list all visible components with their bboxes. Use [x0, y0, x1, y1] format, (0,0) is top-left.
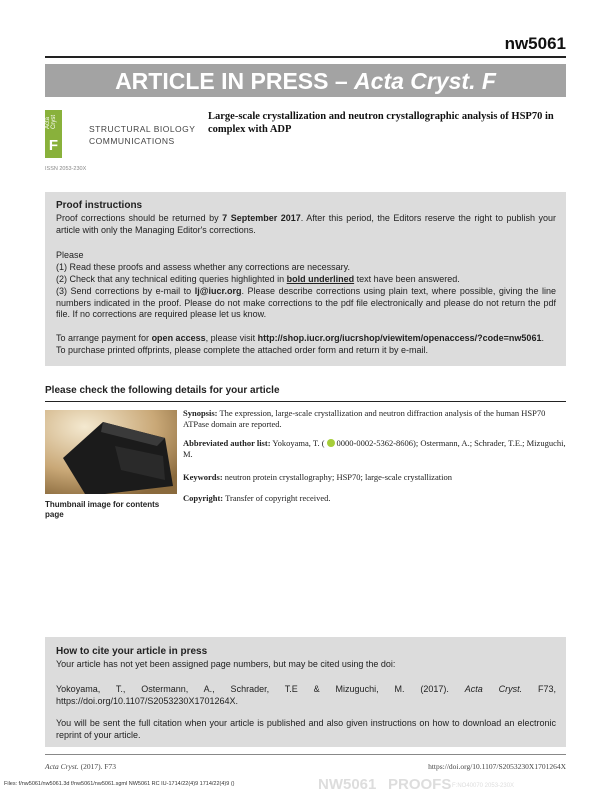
instruction-1: (1) Read these proofs and assess whether any corrections are necessary. [56, 262, 350, 272]
proof-deadline [56, 213, 556, 236]
thumbnail-image [45, 410, 177, 494]
keywords-label: Keywords: [183, 472, 223, 482]
check-rule [45, 401, 566, 402]
synopsis-text: The expression, large-scale crystallization and neutron diffraction analysis of the human HSP70 ATPase domain are reported. [183, 408, 546, 429]
proof-date: 7 September 2017 [222, 213, 301, 223]
open-access-url[interactable]: http://shop.iucr.org/iucrshop/viewitem/openaccess/?code=nw5061 [257, 333, 542, 343]
instruction-3-text: (3) Send corrections by e-mail to [56, 286, 195, 296]
orcid-id[interactable]: 0000-0002-5362-8606 [336, 438, 414, 448]
author-list-text: Yokoyama, T. ( [270, 438, 325, 448]
instruction-3-text-2: . Please describe corrections using plain text, where possible, giving the line numbers indicated in the proof. Please do not make corrections to the pdf file electronically and please do not return the pdf file. If no corrections are required please let us know. [56, 286, 556, 319]
copyright-text: Transfer of copyright received. [223, 493, 331, 503]
citation-authors: Yokoyama, T., Ostermann, A., Schrader, T.E & Mizuguchi, M. (2017). [56, 684, 465, 694]
banner-prefix: ARTICLE IN PRESS – [115, 68, 355, 94]
open-access-text-2: , please visit [205, 333, 258, 343]
logo-vertical-text: Acta Cryst [45, 115, 57, 130]
synopsis [183, 408, 568, 429]
proof-heading: Proof instructions [56, 200, 143, 211]
file-info: Files: f/nw5061/nw5061.3d f/nw5061/nw5061.sgml NW5061 RC IU-1714/22(4)9 1714/22(4)9 () [4, 781, 235, 787]
keywords-text: neutron protein crystallography; HSP70; large-scale crystallization [222, 472, 452, 482]
author-list [183, 438, 568, 459]
please-label: Please [56, 250, 84, 260]
copyright-label: Copyright: [183, 493, 224, 503]
instruction-3 [56, 286, 556, 321]
footer-journal [45, 762, 116, 771]
watermark-small: F:NO40070 2053-230X [452, 783, 515, 789]
citation-journal: Acta Cryst. [464, 684, 523, 694]
logo-letter: F [48, 137, 59, 154]
footer-journal-volume: (2017). F73 [78, 762, 117, 771]
logo-line2: COMMUNICATIONS [89, 136, 175, 146]
thumbnail-caption: Thumbnail image for contents page [45, 500, 160, 519]
footer-doi[interactable]: https://doi.org/10.1107/S2053230X1701264X [428, 762, 566, 771]
logo-line1: STRUCTURAL BIOLOGY [89, 124, 196, 134]
instruction-2-text: (2) Check that any technical editing queries highlighted in [56, 274, 287, 284]
cite-note: You will be sent the full citation when your article is published and also given instructions on how to download an electronic reprint of your article. [56, 718, 556, 740]
article-title: Large-scale crystallization and neutron crystallographic analysis of HSP70 in complex with ADP [208, 111, 554, 135]
open-access-info [56, 333, 556, 345]
proof-deadline-text-2: . After this period, the Editors reserve the right to publish your article with only the Managing Editor's corrections. [56, 213, 557, 235]
instruction-2-text-2: text have been answered. [354, 274, 460, 284]
author-list-text-2: ); Ostermann, A.; Schrader, T.E.; Mizuguchi, M. [183, 438, 566, 459]
crystal-photo [45, 410, 177, 494]
footer-journal-name: Acta Cryst. [45, 762, 79, 771]
open-access-text: To arrange payment for [56, 333, 152, 343]
copyright [183, 493, 568, 504]
proof-deadline-text: Proof corrections should be returned by [56, 213, 223, 223]
author-list-label: Abbreviated author list: [183, 438, 271, 448]
orcid-icon[interactable] [327, 439, 335, 447]
synopsis-label: Synopsis: [183, 408, 218, 418]
open-access-text-3: . [541, 333, 544, 343]
banner-journal: Acta Cryst. F [354, 68, 496, 94]
cite-intro: Your article has not yet been assigned page numbers, but may be cited using the doi: [56, 659, 396, 669]
instruction-2 [56, 274, 556, 286]
top-rule [45, 56, 566, 58]
citation-doi[interactable]: F73, https://doi.org/10.1107/S2053230X1701264X. [56, 684, 556, 706]
bold-underlined: bold underlined [286, 274, 355, 284]
citation-reference [56, 684, 556, 707]
open-access-bold: open access [151, 333, 206, 343]
watermark-code: NW5061 [318, 776, 377, 793]
footer-rule [45, 754, 566, 755]
cite-heading: How to cite your article in press [56, 646, 208, 657]
manuscript-code: nw5061 [504, 34, 566, 53]
watermark-proofs: PROOFS [388, 776, 452, 793]
check-heading: Please check the following details for your article [45, 385, 280, 396]
article-in-press-banner [45, 64, 566, 97]
email-link[interactable]: lj@iucr.org [194, 286, 242, 296]
offprints-info: To purchase printed offprints, please complete the attached order form and return it by e-mail. [56, 345, 429, 355]
issn: ISSN 2053-230X [45, 166, 87, 172]
keywords [183, 472, 568, 483]
